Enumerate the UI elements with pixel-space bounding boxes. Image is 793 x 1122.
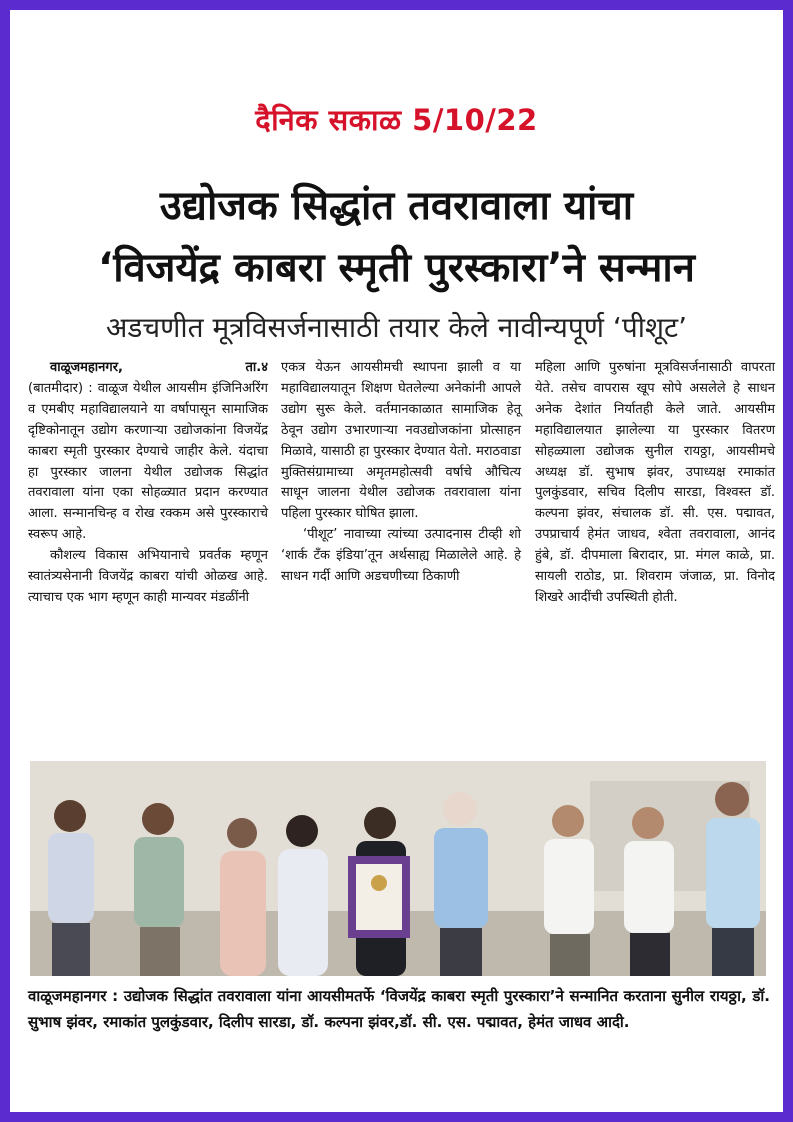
- headline-line-2: ‘विजयेंद्र काबरा स्मृती पुरस्कारा’ने सन्मान: [98, 245, 695, 291]
- article-paragraph: कौशल्य विकास अभियानाचे प्रवर्तक म्हणून स्वातंत्र्यसेनानी विजयेंद्र काबरा यांची ओळख आहे. त्याचाच एक भाग म्हणून काही मान्यवर मंडळींनी: [28, 548, 268, 605]
- newspaper-clipping: [10, 10, 783, 1112]
- subheadline: अडचणीत मूत्रविसर्जनासाठी तयार केले नावीन्यपूर्ण ‘पीशूट’: [105, 311, 688, 344]
- article-column-3: [535, 358, 775, 609]
- article-paragraph: (बातमीदार) : वाळूज येथील आयसीम इंजिनिअरिंग व एमबीए महाविद्यालयाने या वर्षापासून सामाजिक दृष्टिकोनातून उद्योग करणाऱ्या उद्योजकांना विजयेंद्र काबरा स्मृती पुरस्कार देण्याचे जाहीर केले. यंदाचा हा पुरस्कार जालना येथील उद्योजक सिद्धांत तवरावाला यांना एका सोहळ्यात प्रदान करण्यात आला. सन्मानचिन्ह व रोख रक्कम असे पुरस्काराचे स्वरूप आहे.: [28, 380, 268, 543]
- award-ceremony-photo: [30, 761, 766, 976]
- dateline: [28, 358, 268, 379]
- photo-caption: वाळूजमहानगर : उद्योजक सिद्धांत तवरावाला यांना आयसीमतर्फे ‘विजयेंद्र काबरा स्मृती पुरस्कारा’ने सन्मानित करताना सुनील रायठ्ठा, डॉ. सुभाष झंवर, रमाकांत पुलकुंडवार, दिलीप सारडा, डॉ. कल्पना झंवर,डॉ. सी. एस. पद्मावत, हेमंत जाधव आदी.: [28, 987, 770, 1031]
- article-paragraph: ‘पीशूट’ नावाच्या त्यांच्या उत्पादनास टीव्ही शो ‘शार्क टँक इंडिया’तून अर्थसाह्य मिळालेले आहे. हे साधन गर्दी आणि अडचणीच्या ठिकाणी: [281, 527, 521, 585]
- article-column-1: [28, 358, 268, 609]
- article-paragraph: महिला आणि पुरुषांना मूत्रविसर्जनासाठी वापरता येते. तसेच वापरास खूप सोपे असलेले हे साधन अनेक देशांत निर्यातही केले जाते. आयसीम महाविद्यालयात झालेल्या या पुरस्कार वितरण सोहळ्याला उद्योजक सुनील रायठ्ठा, आयसीमचे अध्यक्ष डॉ. सुभाष झंवर, उपाध्यक्ष रमाकांत पुलकुंडवार, सचिव दिलीप सारडा, विश्वस्त डॉ. कल्पना झंवर, संचालक डॉ. सी. एस. पद्मावत, उपप्राचार्य हेमंत जाधव, श्वेता तवरावाला, आनंद हुंबे, डॉ. दीपमाला बिरादार, प्रा. मंगल काळे, प्रा. सायली राठोड, प्रा. शिवराम जंजाळ, प्रा. विनोद शिखरे आदींची उपस्थिती होती.: [535, 360, 775, 605]
- award-certificate: [348, 856, 410, 938]
- article-column-2: [281, 358, 521, 588]
- dateline-date: ता.४: [245, 360, 268, 375]
- dateline-place: वाळूजमहानगर,: [50, 360, 123, 375]
- masthead-date: दैनिक सकाळ 5/10/22: [255, 103, 538, 137]
- photo-illustration: [30, 761, 766, 976]
- headline-line-1: उद्योजक सिद्धांत तवरावाला यांचा: [159, 183, 634, 229]
- article-paragraph: एकत्र येऊन आयसीमची स्थापना झाली व या महाविद्यालयातून शिक्षण घेतलेल्या अनेकांनी आपले उद्योग सुरू केले. वर्तमानकाळात सामाजिक हेतू ठेवून उद्योग उभारणाऱ्या नवउद्योजकांना प्रोत्साहन मिळावे, यासाठी हा पुरस्कार देण्यात येतो. मराठवाडा मुक्तिसंग्रामाच्या अमृतमहोत्सवी वर्षाचे औचित्य साधून जालना येथील उद्योजक तवरावाला यांना पहिला पुरस्कार घोषित झाला.: [281, 360, 521, 522]
